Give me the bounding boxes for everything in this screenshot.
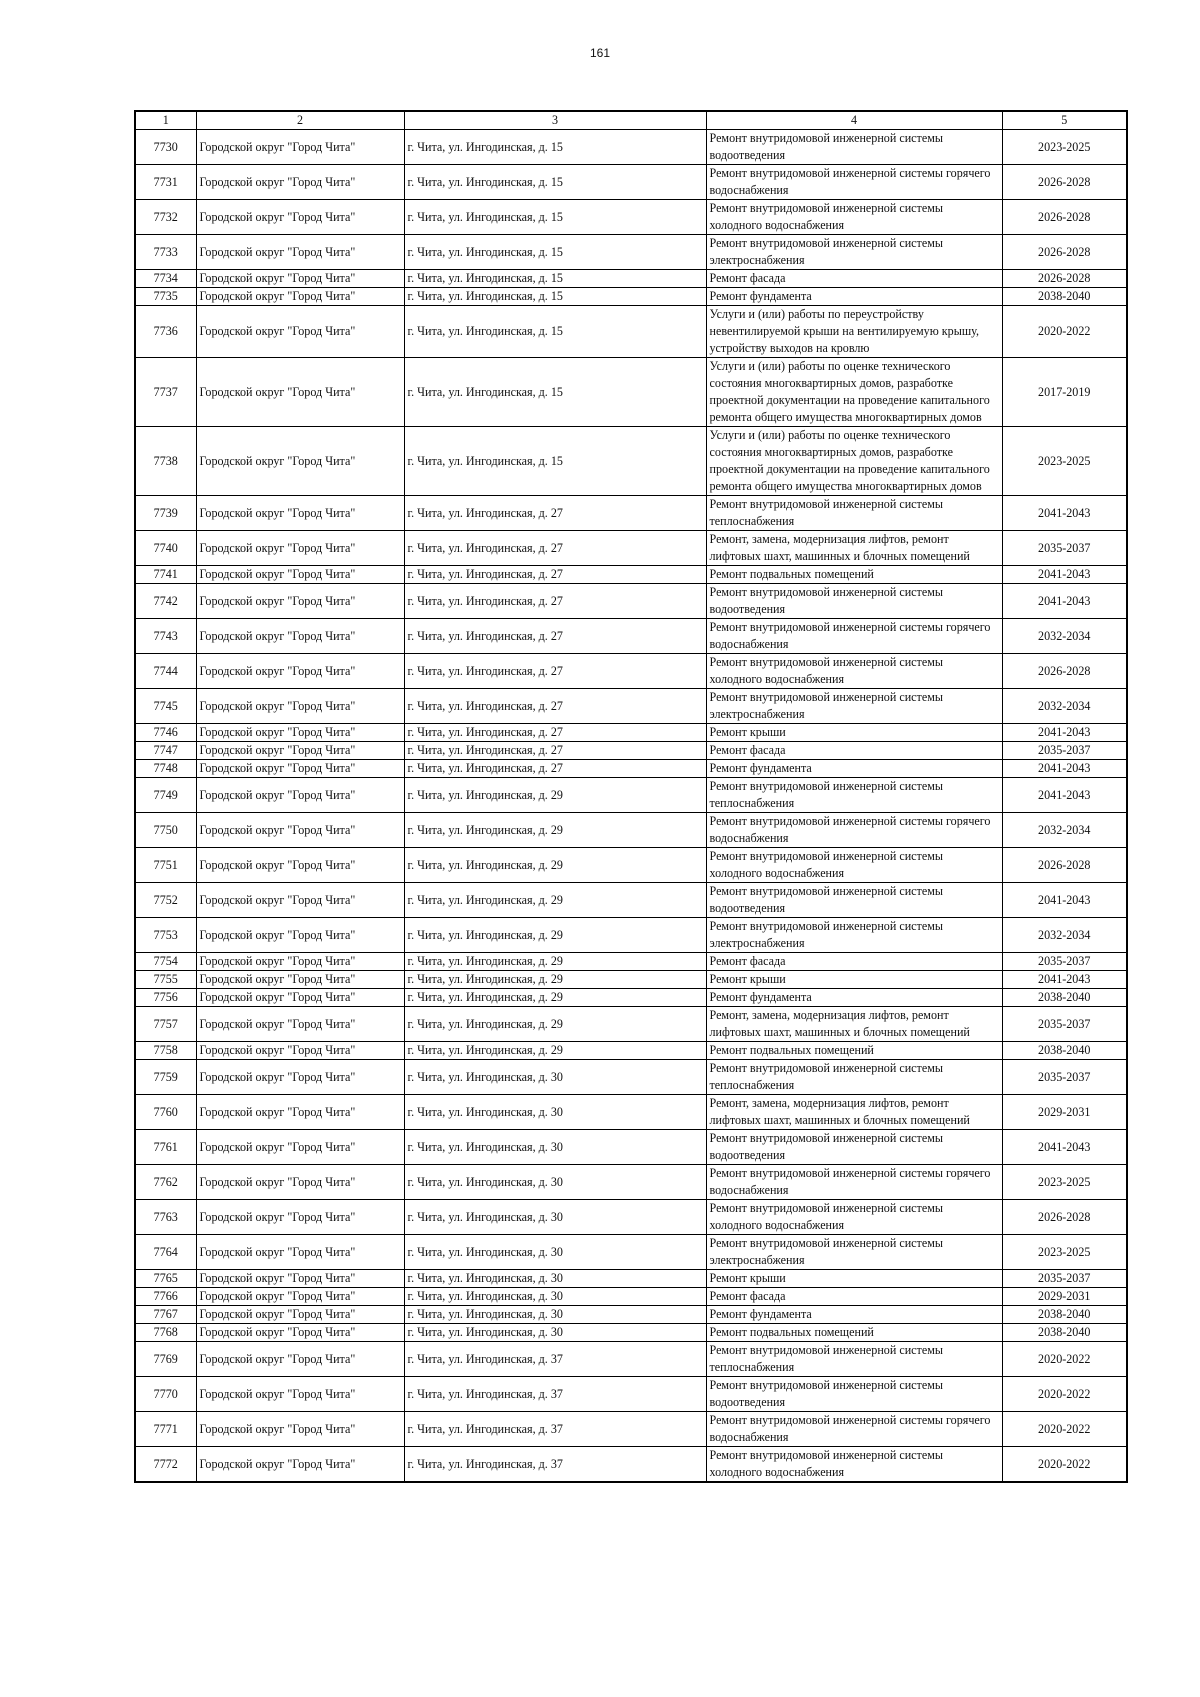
row-number: 7754 — [135, 953, 196, 971]
municipality-cell: Городской округ "Город Чита" — [196, 1270, 404, 1288]
work-type-cell: Ремонт внутридомовой инженерной системы водоотведения — [706, 1130, 1002, 1165]
table-row — [135, 1042, 1127, 1060]
address-cell: г. Чита, ул. Ингодинская, д. 15 — [404, 288, 706, 306]
table-row — [135, 306, 1127, 358]
municipality-cell: Городской округ "Город Чита" — [196, 1412, 404, 1447]
work-type-cell: Ремонт внутридомовой инженерной системы водоотведения — [706, 584, 1002, 619]
row-number: 7759 — [135, 1060, 196, 1095]
table-row — [135, 619, 1127, 654]
row-number: 7746 — [135, 724, 196, 742]
period-cell: 2041-2043 — [1002, 496, 1127, 531]
column-header-2: 2 — [196, 111, 404, 130]
row-number: 7768 — [135, 1324, 196, 1342]
work-type-cell: Ремонт, замена, модернизация лифтов, ремонт лифтовых шахт, машинных и блочных помещений — [706, 531, 1002, 566]
period-cell: 2035-2037 — [1002, 742, 1127, 760]
table-row — [135, 1306, 1127, 1324]
address-cell: г. Чита, ул. Ингодинская, д. 37 — [404, 1377, 706, 1412]
table-row — [135, 1447, 1127, 1483]
municipality-cell: Городской округ "Город Чита" — [196, 1288, 404, 1306]
municipality-cell: Городской округ "Город Чита" — [196, 1200, 404, 1235]
table-row — [135, 288, 1127, 306]
municipality-cell: Городской округ "Город Чита" — [196, 1042, 404, 1060]
municipality-cell: Городской округ "Город Чита" — [196, 584, 404, 619]
address-cell: г. Чита, ул. Ингодинская, д. 15 — [404, 165, 706, 200]
work-type-cell: Ремонт внутридомовой инженерной системы водоотведения — [706, 883, 1002, 918]
work-type-cell: Ремонт фундамента — [706, 1306, 1002, 1324]
table-row — [135, 427, 1127, 496]
table-row — [135, 813, 1127, 848]
municipality-cell: Городской округ "Город Чита" — [196, 742, 404, 760]
municipality-cell: Городской округ "Город Чита" — [196, 883, 404, 918]
table-row — [135, 1342, 1127, 1377]
municipality-cell: Городской округ "Город Чита" — [196, 306, 404, 358]
work-type-cell: Ремонт фасада — [706, 270, 1002, 288]
municipality-cell: Городской округ "Город Чита" — [196, 654, 404, 689]
row-number: 7736 — [135, 306, 196, 358]
municipality-cell: Городской округ "Город Чита" — [196, 1060, 404, 1095]
period-cell: 2041-2043 — [1002, 778, 1127, 813]
work-type-cell: Ремонт внутридомовой инженерной системы горячего водоснабжения — [706, 165, 1002, 200]
work-type-cell: Ремонт крыши — [706, 724, 1002, 742]
period-cell: 2023-2025 — [1002, 1235, 1127, 1270]
table-row — [135, 1200, 1127, 1235]
address-cell: г. Чита, ул. Ингодинская, д. 15 — [404, 270, 706, 288]
row-number: 7770 — [135, 1377, 196, 1412]
row-number: 7767 — [135, 1306, 196, 1324]
address-cell: г. Чита, ул. Ингодинская, д. 29 — [404, 848, 706, 883]
table-row — [135, 358, 1127, 427]
work-type-cell: Ремонт фасада — [706, 953, 1002, 971]
table-row — [135, 1412, 1127, 1447]
period-cell: 2017-2019 — [1002, 358, 1127, 427]
row-number: 7755 — [135, 971, 196, 989]
municipality-cell: Городской округ "Город Чита" — [196, 288, 404, 306]
work-type-cell: Ремонт подвальных помещений — [706, 1042, 1002, 1060]
municipality-cell: Городской округ "Город Чита" — [196, 235, 404, 270]
address-cell: г. Чита, ул. Ингодинская, д. 27 — [404, 566, 706, 584]
work-type-cell: Ремонт внутридомовой инженерной системы электроснабжения — [706, 918, 1002, 953]
row-number: 7753 — [135, 918, 196, 953]
work-type-cell: Услуги и (или) работы по оценке технического состояния многоквартирных домов, разработке проектной документации на проведение капитального ремонта общего имущества многоквартирных домов — [706, 427, 1002, 496]
table-body — [135, 130, 1127, 1483]
row-number: 7772 — [135, 1447, 196, 1483]
period-cell: 2029-2031 — [1002, 1095, 1127, 1130]
work-type-cell: Ремонт внутридомовой инженерной системы теплоснабжения — [706, 1342, 1002, 1377]
table-row — [135, 971, 1127, 989]
period-cell: 2023-2025 — [1002, 427, 1127, 496]
municipality-cell: Городской округ "Город Чита" — [196, 724, 404, 742]
address-cell: г. Чита, ул. Ингодинская, д. 29 — [404, 918, 706, 953]
table-row — [135, 654, 1127, 689]
period-cell: 2020-2022 — [1002, 306, 1127, 358]
municipality-cell: Городской округ "Город Чита" — [196, 566, 404, 584]
table-row — [135, 1060, 1127, 1095]
address-cell: г. Чита, ул. Ингодинская, д. 15 — [404, 200, 706, 235]
period-cell: 2035-2037 — [1002, 531, 1127, 566]
address-cell: г. Чита, ул. Ингодинская, д. 27 — [404, 654, 706, 689]
table-row — [135, 1165, 1127, 1200]
address-cell: г. Чита, ул. Ингодинская, д. 29 — [404, 813, 706, 848]
table-row — [135, 953, 1127, 971]
row-number: 7745 — [135, 689, 196, 724]
work-type-cell: Ремонт фасада — [706, 1288, 1002, 1306]
period-cell: 2041-2043 — [1002, 760, 1127, 778]
row-number: 7740 — [135, 531, 196, 566]
municipality-cell: Городской округ "Город Чита" — [196, 496, 404, 531]
period-cell: 2023-2025 — [1002, 130, 1127, 165]
work-type-cell: Ремонт, замена, модернизация лифтов, ремонт лифтовых шахт, машинных и блочных помещений — [706, 1095, 1002, 1130]
table-row — [135, 1288, 1127, 1306]
work-type-cell: Ремонт внутридомовой инженерной системы водоотведения — [706, 1377, 1002, 1412]
row-number: 7756 — [135, 989, 196, 1007]
row-number: 7749 — [135, 778, 196, 813]
address-cell: г. Чита, ул. Ингодинская, д. 30 — [404, 1200, 706, 1235]
work-type-cell: Ремонт внутридомовой инженерной системы электроснабжения — [706, 1235, 1002, 1270]
period-cell: 2038-2040 — [1002, 288, 1127, 306]
work-type-cell: Ремонт внутридомовой инженерной системы холодного водоснабжения — [706, 1447, 1002, 1483]
row-number: 7747 — [135, 742, 196, 760]
period-cell: 2041-2043 — [1002, 883, 1127, 918]
period-cell: 2035-2037 — [1002, 1007, 1127, 1042]
period-cell: 2032-2034 — [1002, 619, 1127, 654]
table-row — [135, 270, 1127, 288]
municipality-cell: Городской округ "Город Чита" — [196, 778, 404, 813]
address-cell: г. Чита, ул. Ингодинская, д. 15 — [404, 358, 706, 427]
row-number: 7743 — [135, 619, 196, 654]
address-cell: г. Чита, ул. Ингодинская, д. 30 — [404, 1306, 706, 1324]
period-cell: 2041-2043 — [1002, 566, 1127, 584]
column-header-1: 1 — [135, 111, 196, 130]
address-cell: г. Чита, ул. Ингодинская, д. 37 — [404, 1447, 706, 1483]
municipality-cell: Городской округ "Город Чита" — [196, 918, 404, 953]
address-cell: г. Чита, ул. Ингодинская, д. 30 — [404, 1270, 706, 1288]
address-cell: г. Чита, ул. Ингодинская, д. 29 — [404, 883, 706, 918]
municipality-cell: Городской округ "Город Чита" — [196, 1095, 404, 1130]
period-cell: 2026-2028 — [1002, 165, 1127, 200]
row-number: 7742 — [135, 584, 196, 619]
work-type-cell: Ремонт фундамента — [706, 760, 1002, 778]
period-cell: 2041-2043 — [1002, 971, 1127, 989]
capital-repair-table — [134, 110, 1128, 1483]
table-row — [135, 165, 1127, 200]
period-cell: 2020-2022 — [1002, 1342, 1127, 1377]
work-type-cell: Ремонт внутридомовой инженерной системы холодного водоснабжения — [706, 654, 1002, 689]
row-number: 7764 — [135, 1235, 196, 1270]
address-cell: г. Чита, ул. Ингодинская, д. 27 — [404, 742, 706, 760]
address-cell: г. Чита, ул. Ингодинская, д. 29 — [404, 778, 706, 813]
municipality-cell: Городской округ "Город Чита" — [196, 270, 404, 288]
address-cell: г. Чита, ул. Ингодинская, д. 27 — [404, 689, 706, 724]
municipality-cell: Городской округ "Город Чита" — [196, 531, 404, 566]
municipality-cell: Городской округ "Город Чита" — [196, 1342, 404, 1377]
municipality-cell: Городской округ "Город Чита" — [196, 760, 404, 778]
work-type-cell: Ремонт внутридомовой инженерной системы электроснабжения — [706, 689, 1002, 724]
table-row — [135, 1130, 1127, 1165]
row-number: 7750 — [135, 813, 196, 848]
row-number: 7766 — [135, 1288, 196, 1306]
column-header-4: 4 — [706, 111, 1002, 130]
table-row — [135, 1235, 1127, 1270]
address-cell: г. Чита, ул. Ингодинская, д. 29 — [404, 1007, 706, 1042]
period-cell: 2029-2031 — [1002, 1288, 1127, 1306]
work-type-cell: Ремонт внутридомовой инженерной системы горячего водоснабжения — [706, 813, 1002, 848]
address-cell: г. Чита, ул. Ингодинская, д. 30 — [404, 1288, 706, 1306]
table-row — [135, 566, 1127, 584]
work-type-cell: Ремонт внутридомовой инженерной системы холодного водоснабжения — [706, 1200, 1002, 1235]
table-row — [135, 1095, 1127, 1130]
municipality-cell: Городской округ "Город Чита" — [196, 1130, 404, 1165]
table-row — [135, 235, 1127, 270]
municipality-cell: Городской округ "Город Чита" — [196, 200, 404, 235]
work-type-cell: Ремонт подвальных помещений — [706, 1324, 1002, 1342]
work-type-cell: Ремонт, замена, модернизация лифтов, ремонт лифтовых шахт, машинных и блочных помещений — [706, 1007, 1002, 1042]
period-cell: 2023-2025 — [1002, 1165, 1127, 1200]
work-type-cell: Ремонт внутридомовой инженерной системы электроснабжения — [706, 235, 1002, 270]
work-type-cell: Ремонт внутридомовой инженерной системы горячего водоснабжения — [706, 619, 1002, 654]
address-cell: г. Чита, ул. Ингодинская, д. 27 — [404, 724, 706, 742]
row-number: 7765 — [135, 1270, 196, 1288]
address-cell: г. Чита, ул. Ингодинская, д. 15 — [404, 427, 706, 496]
period-cell: 2020-2022 — [1002, 1447, 1127, 1483]
period-cell: 2041-2043 — [1002, 1130, 1127, 1165]
address-cell: г. Чита, ул. Ингодинская, д. 30 — [404, 1130, 706, 1165]
table-row — [135, 989, 1127, 1007]
table-row — [135, 778, 1127, 813]
row-number: 7748 — [135, 760, 196, 778]
row-number: 7760 — [135, 1095, 196, 1130]
column-header-3: 3 — [404, 111, 706, 130]
row-number: 7744 — [135, 654, 196, 689]
address-cell: г. Чита, ул. Ингодинская, д. 29 — [404, 971, 706, 989]
municipality-cell: Городской округ "Город Чита" — [196, 1007, 404, 1042]
period-cell: 2026-2028 — [1002, 848, 1127, 883]
municipality-cell: Городской округ "Город Чита" — [196, 1447, 404, 1483]
municipality-cell: Городской округ "Город Чита" — [196, 989, 404, 1007]
work-type-cell: Ремонт фасада — [706, 742, 1002, 760]
period-cell: 2026-2028 — [1002, 270, 1127, 288]
address-cell: г. Чита, ул. Ингодинская, д. 27 — [404, 496, 706, 531]
address-cell: г. Чита, ул. Ингодинская, д. 29 — [404, 1042, 706, 1060]
work-type-cell: Ремонт подвальных помещений — [706, 566, 1002, 584]
row-number: 7771 — [135, 1412, 196, 1447]
municipality-cell: Городской округ "Город Чита" — [196, 1165, 404, 1200]
address-cell: г. Чита, ул. Ингодинская, д. 15 — [404, 130, 706, 165]
work-type-cell: Ремонт внутридомовой инженерной системы водоотведения — [706, 130, 1002, 165]
work-type-cell: Ремонт фундамента — [706, 989, 1002, 1007]
address-cell: г. Чита, ул. Ингодинская, д. 27 — [404, 584, 706, 619]
row-number: 7752 — [135, 883, 196, 918]
work-type-cell: Услуги и (или) работы по оценке технического состояния многоквартирных домов, разработке проектной документации на проведение капитального ремонта общего имущества многоквартирных домов — [706, 358, 1002, 427]
table-row — [135, 1377, 1127, 1412]
address-cell: г. Чита, ул. Ингодинская, д. 29 — [404, 953, 706, 971]
table-row — [135, 848, 1127, 883]
table-row — [135, 531, 1127, 566]
municipality-cell: Городской округ "Город Чита" — [196, 971, 404, 989]
row-number: 7739 — [135, 496, 196, 531]
table-row — [135, 724, 1127, 742]
address-cell: г. Чита, ул. Ингодинская, д. 37 — [404, 1342, 706, 1377]
work-type-cell: Ремонт фундамента — [706, 288, 1002, 306]
address-cell: г. Чита, ул. Ингодинская, д. 27 — [404, 531, 706, 566]
row-number: 7741 — [135, 566, 196, 584]
municipality-cell: Городской округ "Город Чита" — [196, 689, 404, 724]
period-cell: 2032-2034 — [1002, 918, 1127, 953]
row-number: 7762 — [135, 1165, 196, 1200]
work-type-cell: Ремонт внутридомовой инженерной системы холодного водоснабжения — [706, 200, 1002, 235]
address-cell: г. Чита, ул. Ингодинская, д. 15 — [404, 235, 706, 270]
table-row — [135, 760, 1127, 778]
period-cell: 2032-2034 — [1002, 813, 1127, 848]
row-number: 7730 — [135, 130, 196, 165]
period-cell: 2041-2043 — [1002, 724, 1127, 742]
period-cell: 2026-2028 — [1002, 1200, 1127, 1235]
address-cell: г. Чита, ул. Ингодинская, д. 30 — [404, 1324, 706, 1342]
period-cell: 2038-2040 — [1002, 989, 1127, 1007]
period-cell: 2020-2022 — [1002, 1377, 1127, 1412]
address-cell: г. Чита, ул. Ингодинская, д. 30 — [404, 1095, 706, 1130]
municipality-cell: Городской округ "Город Чита" — [196, 1377, 404, 1412]
row-number: 7769 — [135, 1342, 196, 1377]
period-cell: 2020-2022 — [1002, 1412, 1127, 1447]
work-type-cell: Ремонт крыши — [706, 1270, 1002, 1288]
address-cell: г. Чита, ул. Ингодинская, д. 15 — [404, 306, 706, 358]
address-cell: г. Чита, ул. Ингодинская, д. 30 — [404, 1235, 706, 1270]
row-number: 7738 — [135, 427, 196, 496]
table-row — [135, 883, 1127, 918]
period-cell: 2026-2028 — [1002, 654, 1127, 689]
work-type-cell: Услуги и (или) работы по переустройству невентилируемой крыши на вентилируемую крышу, устройству выходов на кровлю — [706, 306, 1002, 358]
municipality-cell: Городской округ "Город Чита" — [196, 1235, 404, 1270]
period-cell: 2032-2034 — [1002, 689, 1127, 724]
municipality-cell: Городской округ "Город Чита" — [196, 1306, 404, 1324]
row-number: 7757 — [135, 1007, 196, 1042]
municipality-cell: Городской округ "Город Чита" — [196, 427, 404, 496]
page-number: 161 — [589, 46, 611, 60]
table-row — [135, 584, 1127, 619]
period-cell: 2038-2040 — [1002, 1324, 1127, 1342]
table-row — [135, 1270, 1127, 1288]
address-cell: г. Чита, ул. Ингодинская, д. 29 — [404, 989, 706, 1007]
period-cell: 2038-2040 — [1002, 1042, 1127, 1060]
table-row — [135, 1324, 1127, 1342]
row-number: 7734 — [135, 270, 196, 288]
row-number: 7733 — [135, 235, 196, 270]
row-number: 7731 — [135, 165, 196, 200]
period-cell: 2041-2043 — [1002, 584, 1127, 619]
municipality-cell: Городской округ "Город Чита" — [196, 358, 404, 427]
row-number: 7735 — [135, 288, 196, 306]
address-cell: г. Чита, ул. Ингодинская, д. 27 — [404, 760, 706, 778]
table-row — [135, 918, 1127, 953]
period-cell: 2038-2040 — [1002, 1306, 1127, 1324]
period-cell: 2035-2037 — [1002, 953, 1127, 971]
work-type-cell: Ремонт внутридомовой инженерной системы теплоснабжения — [706, 496, 1002, 531]
municipality-cell: Городской округ "Город Чита" — [196, 813, 404, 848]
address-cell: г. Чита, ул. Ингодинская, д. 30 — [404, 1165, 706, 1200]
address-cell: г. Чита, ул. Ингодинская, д. 30 — [404, 1060, 706, 1095]
table-row — [135, 689, 1127, 724]
column-number-row — [135, 111, 1127, 130]
work-type-cell: Ремонт внутридомовой инженерной системы холодного водоснабжения — [706, 848, 1002, 883]
row-number: 7732 — [135, 200, 196, 235]
address-cell: г. Чита, ул. Ингодинская, д. 37 — [404, 1412, 706, 1447]
table-row — [135, 200, 1127, 235]
row-number: 7737 — [135, 358, 196, 427]
municipality-cell: Городской округ "Город Чита" — [196, 848, 404, 883]
work-type-cell: Ремонт внутридомовой инженерной системы теплоснабжения — [706, 1060, 1002, 1095]
row-number: 7761 — [135, 1130, 196, 1165]
municipality-cell: Городской округ "Город Чита" — [196, 619, 404, 654]
table-row — [135, 130, 1127, 165]
work-type-cell: Ремонт внутридомовой инженерной системы горячего водоснабжения — [706, 1165, 1002, 1200]
municipality-cell: Городской округ "Город Чита" — [196, 1324, 404, 1342]
row-number: 7763 — [135, 1200, 196, 1235]
row-number: 7758 — [135, 1042, 196, 1060]
period-cell: 2035-2037 — [1002, 1060, 1127, 1095]
municipality-cell: Городской округ "Город Чита" — [196, 130, 404, 165]
table-row — [135, 496, 1127, 531]
work-type-cell: Ремонт крыши — [706, 971, 1002, 989]
column-header-5: 5 — [1002, 111, 1127, 130]
table-row — [135, 1007, 1127, 1042]
work-type-cell: Ремонт внутридомовой инженерной системы теплоснабжения — [706, 778, 1002, 813]
period-cell: 2026-2028 — [1002, 200, 1127, 235]
period-cell: 2035-2037 — [1002, 1270, 1127, 1288]
table-row — [135, 742, 1127, 760]
work-type-cell: Ремонт внутридомовой инженерной системы горячего водоснабжения — [706, 1412, 1002, 1447]
municipality-cell: Городской округ "Город Чита" — [196, 953, 404, 971]
municipality-cell: Городской округ "Город Чита" — [196, 165, 404, 200]
address-cell: г. Чита, ул. Ингодинская, д. 27 — [404, 619, 706, 654]
period-cell: 2026-2028 — [1002, 235, 1127, 270]
row-number: 7751 — [135, 848, 196, 883]
